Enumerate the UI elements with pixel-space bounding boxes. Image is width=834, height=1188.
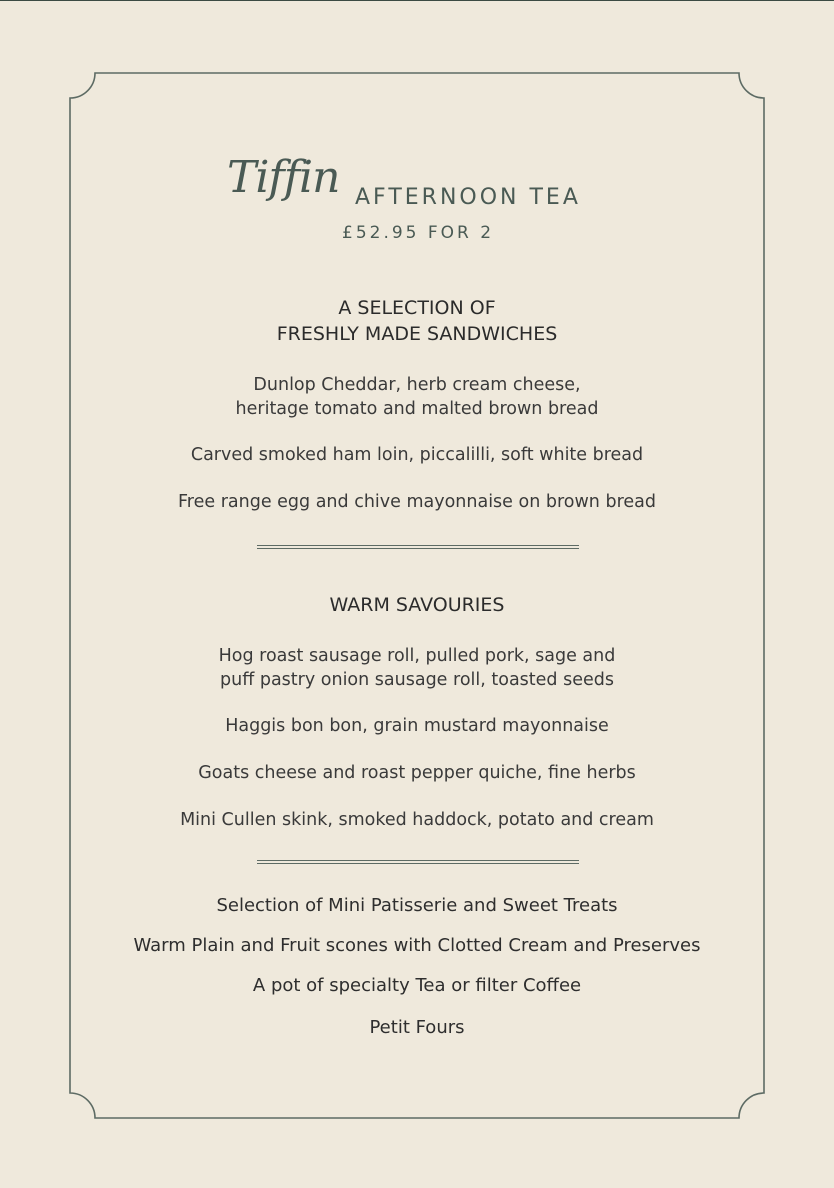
- sandwich-item-1-line1: Dunlop Cheddar, herb cream cheese,: [253, 375, 581, 395]
- extra-item-scones: Warm Plain and Fruit scones with Clotted Cream and Preserves: [133, 935, 701, 956]
- price-label: £52.95 FOR 2: [342, 223, 495, 243]
- sandwich-item-2: Carved smoked ham loin, piccalilli, soft white bread: [190, 445, 644, 465]
- sandwich-item-1-line2: heritage tomato and malted brown bread: [235, 399, 599, 419]
- savouries-heading: WARM SAVOURIES: [329, 594, 505, 616]
- extra-item-petit-fours: Petit Fours: [369, 1017, 465, 1038]
- sandwich-item-3: Free range egg and chive mayonnaise on brown bread: [178, 492, 656, 512]
- brand-header: [95, 150, 739, 250]
- brand-title: AFTERNOON TEA: [355, 185, 581, 210]
- savoury-item-1-line1: Hog roast sausage roll, pulled pork, sage and: [218, 646, 616, 666]
- savoury-item-1-line2: puff pastry onion sausage roll, toasted seeds: [220, 670, 614, 690]
- section-divider-1: [257, 545, 579, 549]
- savoury-item-3: Goats cheese and roast pepper quiche, fine herbs: [198, 763, 636, 783]
- savoury-item-2: Haggis bon bon, grain mustard mayonnaise: [225, 716, 609, 736]
- sandwiches-heading-line2: FRESHLY MADE SANDWICHES: [276, 323, 558, 345]
- brand-script-logo: Tiffin: [227, 152, 340, 203]
- extra-item-patisserie: Selection of Mini Patisserie and Sweet Treats: [216, 895, 618, 916]
- extra-item-tea-coffee: A pot of specialty Tea or filter Coffee: [252, 975, 582, 996]
- sandwiches-heading-line1: A SELECTION OF: [338, 297, 496, 319]
- section-divider-2: [257, 860, 579, 864]
- savoury-item-4: Mini Cullen skink, smoked haddock, potato and cream: [180, 810, 654, 830]
